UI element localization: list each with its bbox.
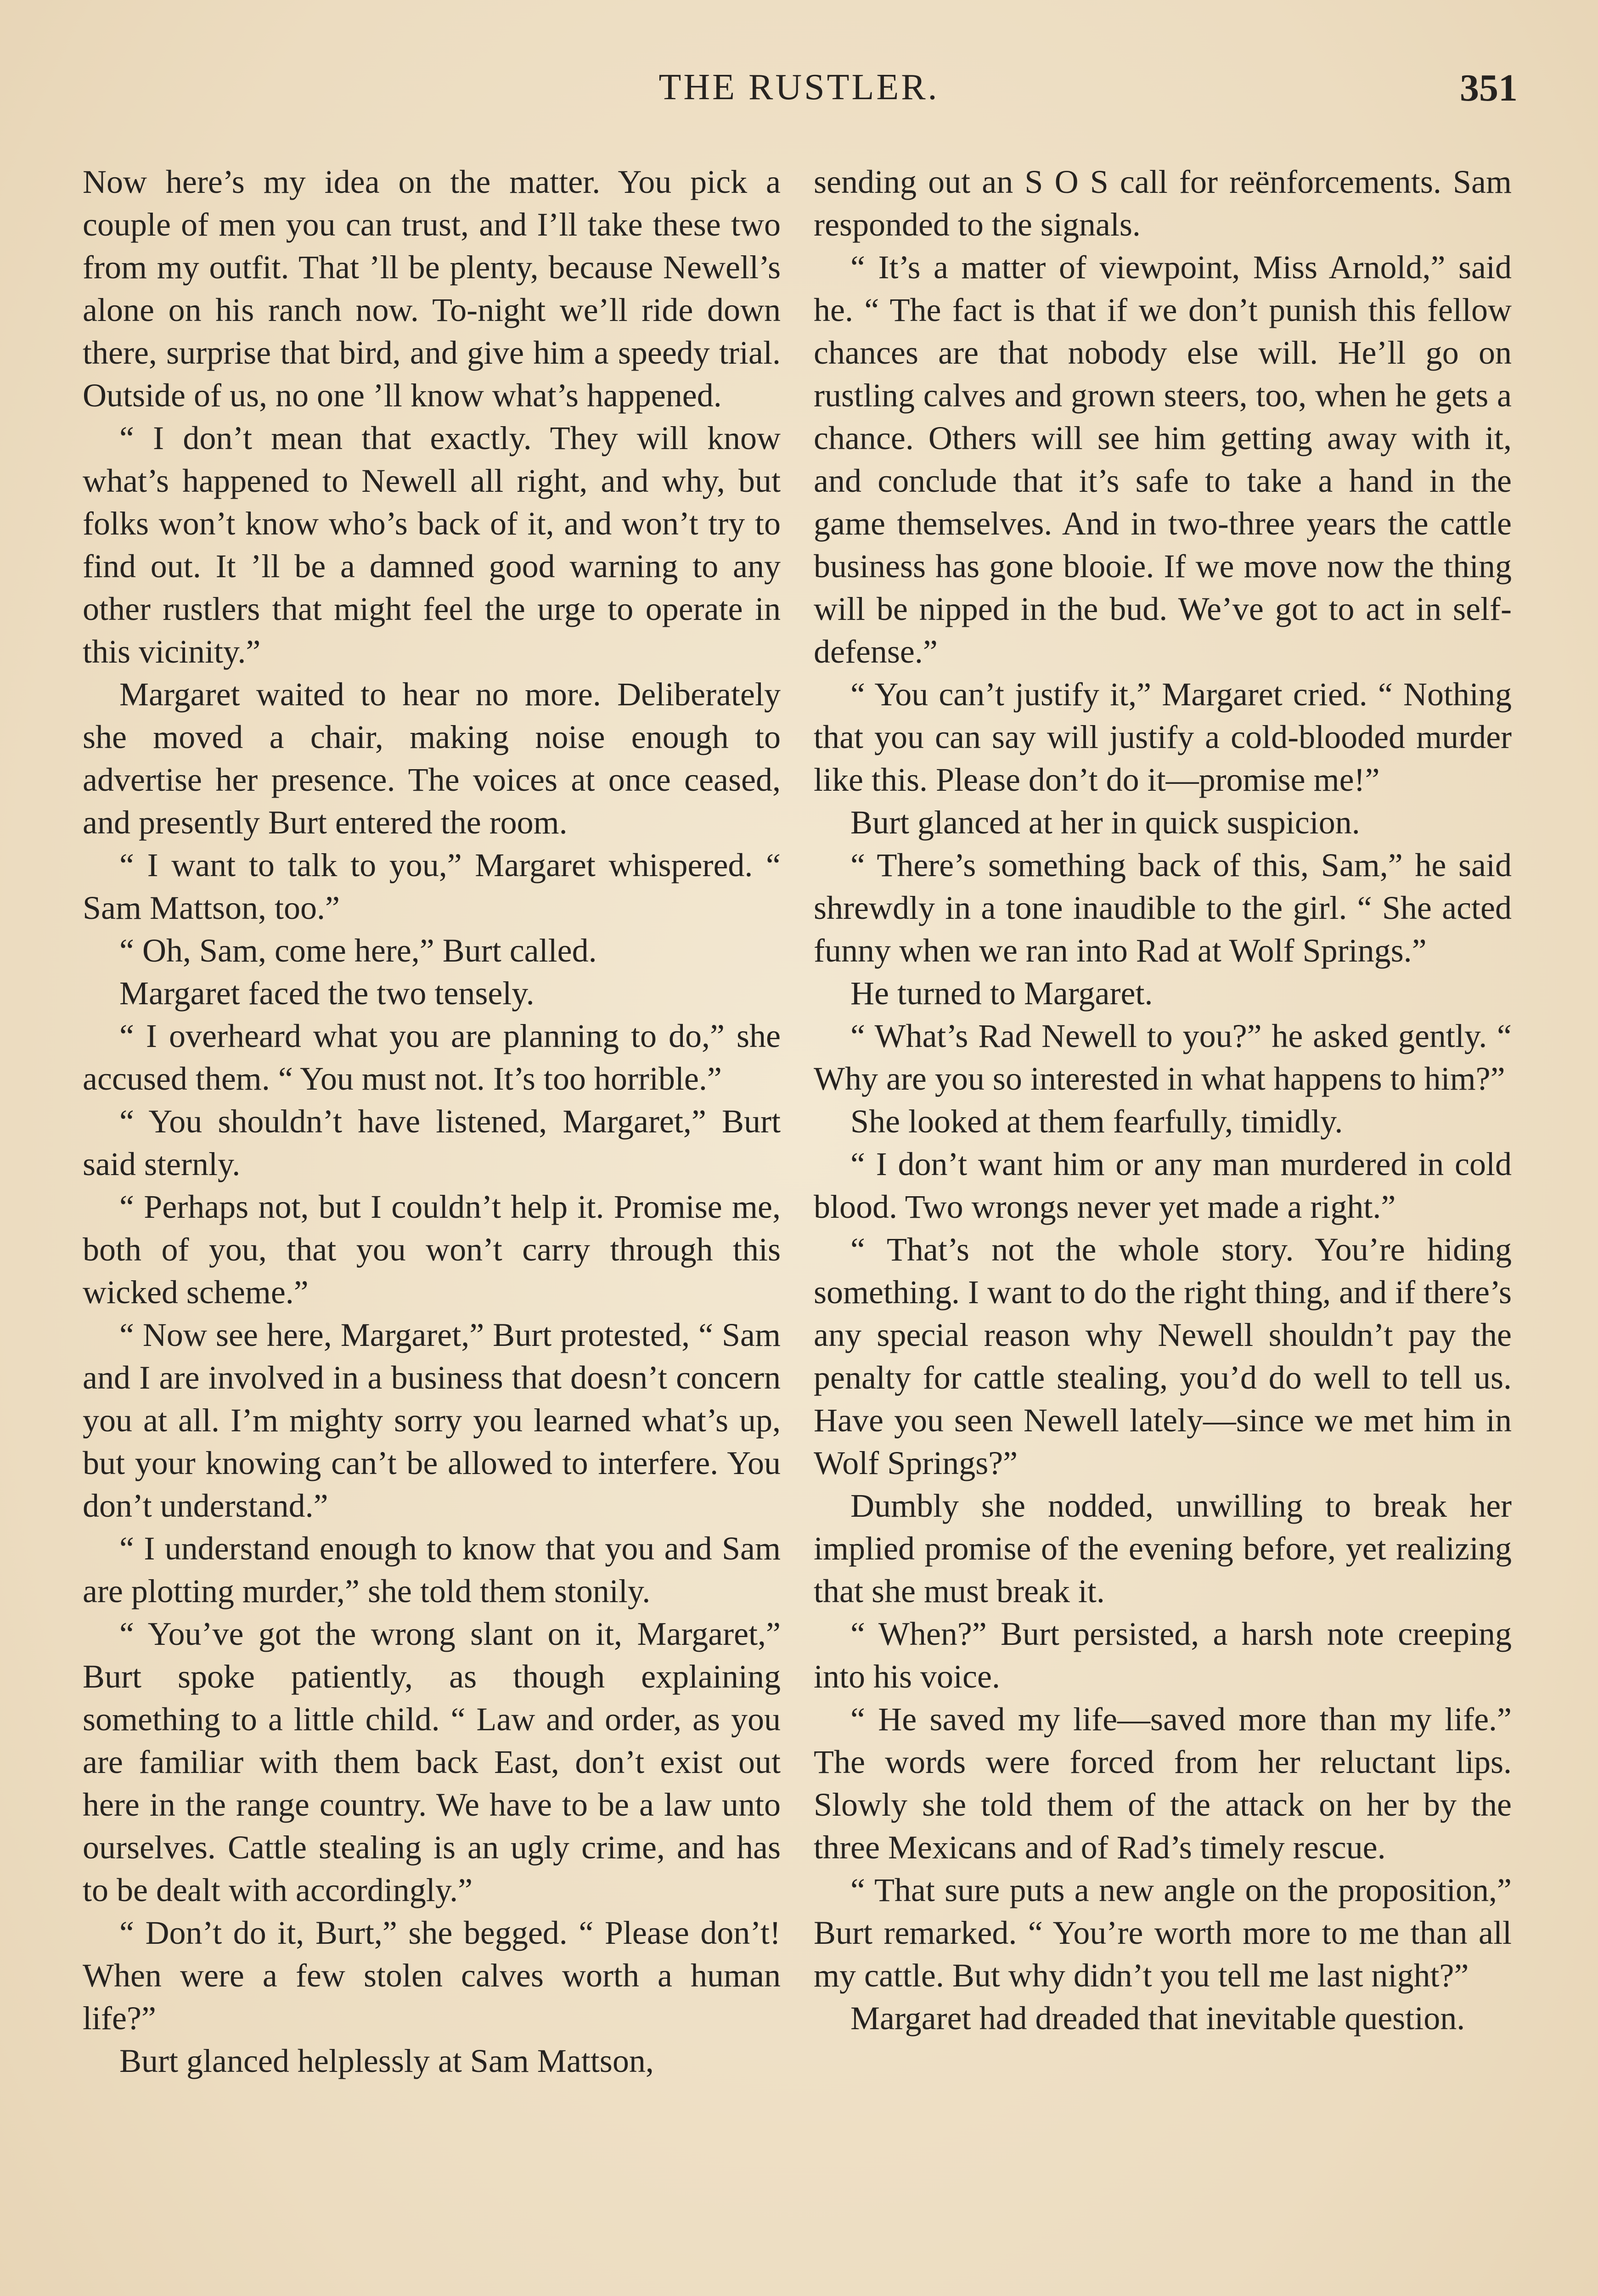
paragraph: “ I overheard what you are planning to do,” she accused them. “ You must not. It’s too horrible.” [83, 1018, 781, 1097]
left-column [83, 161, 781, 2082]
page-number: 351 [1460, 67, 1518, 109]
paragraph: “ What’s Rad Newell to you?” he asked gently. “ Why are you so interested in what happens to him?” [814, 1018, 1512, 1097]
paragraph: Margaret waited to hear no more. Deliberately she moved a chair, making noise enough to advertise her presence. The voices at once ceased, and presently Burt entered the room. [83, 676, 781, 841]
paragraph: “ When?” Burt persisted, a harsh note creeping into his voice. [814, 1615, 1512, 1695]
paragraph: “ Oh, Sam, come here,” Burt called. [119, 932, 597, 969]
paragraph: Margaret had dreaded that inevitable question. [850, 2000, 1465, 2037]
paragraph: “ He saved my life—saved more than my life.” The words were forced from her reluctant lips. Slowly she told them of the attack on her by the three Mexicans and of Rad’s timely rescue. [814, 1701, 1512, 1866]
paragraph: “ You can’t justify it,” Margaret cried. “ Nothing that you can say will justify a cold-blooded murder like this. Please don’t do it—promise me!” [814, 676, 1512, 798]
right-column [814, 161, 1512, 2040]
paragraph: She looked at them fearfully, timidly. [850, 1103, 1343, 1140]
paragraph: “ That’s not the whole story. You’re hiding something. I want to do the right thing, and if there’s any special reason why Newell shouldn’t pay the penalty for cattle stealing, you’d do well to tell us. Have you seen Newell lately—since we met him in Wolf Springs?” [814, 1231, 1512, 1481]
paragraph: “ You’ve got the wrong slant on it, Margaret,” Burt spoke patiently, as though explaining something to a little child. “ Law and order, as you are familiar with them back East, don’t exist out here in the range country. We have to be a law unto ourselves. Cattle stealing is an ugly crime, and has to be dealt with accordingly.” [83, 1615, 781, 1908]
paragraph: Margaret faced the two tensely. [119, 975, 535, 1012]
paragraph: Burt glanced helplessly at Sam Mattson, [119, 2043, 654, 2079]
paragraph: Now here’s my idea on the matter. You pick a couple of men you can trust, and I’ll take these two from my outfit. That ’ll be plenty, because Newell’s alone on his ranch now. To-night we’ll ride down there, surprise that bird, and give him a speedy trial. Outside of us, no one ’ll know what’s happened. [83, 163, 781, 414]
paragraph: “ I want to talk to you,” Margaret whispered. “ Sam Mattson, too.” [83, 847, 781, 926]
paragraph: Burt glanced at her in quick suspicion. [850, 804, 1360, 841]
running-title: THE RUSTLER. [658, 67, 940, 107]
paragraph: “ It’s a matter of viewpoint, Miss Arnold,” said he. “ The fact is that if we don’t punish this fellow chances are that nobody else will. He’ll go on rustling calves and grown steers, too, when he gets a chance. Others will see him getting away with it, and conclude that it’s safe to take a hand in the game themselves. And in two-three years the cattle business has gone blooie. If we move now the thing will be nipped in the bud. We’ve got to act in self-defense.” [814, 249, 1512, 670]
paragraph: “ I understand enough to know that you and Sam are plotting murder,” she told them stonily. [83, 1530, 781, 1609]
paragraph: He turned to Margaret. [850, 975, 1153, 1012]
paragraph: sending out an S O S call for reënforcements. Sam responded to the signals. [814, 163, 1512, 243]
paragraph: “ There’s something back of this, Sam,” he said shrewdly in a tone inaudible to the girl. “ She acted funny when we ran into Rad at Wolf Springs.” [814, 847, 1512, 969]
paragraph: “ You shouldn’t have listened, Margaret,” Burt said sternly. [83, 1103, 781, 1182]
paragraph: Dumbly she nodded, unwilling to break her implied promise of the evening before, yet realizing that she must break it. [814, 1487, 1512, 1609]
paragraph: “ I don’t want him or any man murdered in cold blood. Two wrongs never yet made a right.” [814, 1146, 1512, 1225]
paragraph: “ I don’t mean that exactly. They will know what’s happened to Newell all right, and why, but folks won’t know who’s back of it, and won’t try to find out. It ’ll be a damned good warning to any other rustlers that might feel the urge to operate in this vicinity.” [83, 420, 781, 670]
paragraph: “ That sure puts a new angle on the proposition,” Burt remarked. “ You’re worth more to me than all my cattle. But why didn’t you tell me last night?” [814, 1872, 1512, 1994]
paragraph: “ Don’t do it, Burt,” she begged. “ Please don’t! When were a few stolen calves worth a human life?” [83, 1914, 781, 2037]
paragraph: “ Perhaps not, but I couldn’t help it. Promise me, both of you, that you won’t carry through this wicked scheme.” [83, 1188, 781, 1311]
paragraph: “ Now see here, Margaret,” Burt protested, “ Sam and I are involved in a business that doesn’t concern you at all. I’m mighty sorry you learned what’s up, but your knowing can’t be allowed to interfere. You don’t understand.” [83, 1317, 781, 1524]
